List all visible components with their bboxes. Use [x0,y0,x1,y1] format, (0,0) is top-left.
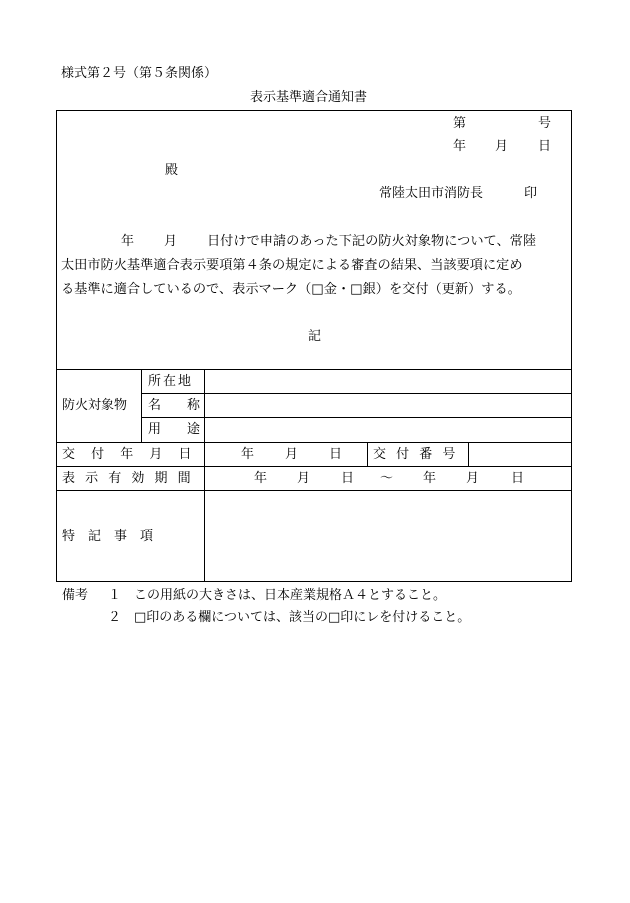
issue-date-hi: 日 [329,447,343,462]
validity-hi-2: 日 [511,471,525,486]
validity-period-label: 表 示 有 効 期 間 [62,471,194,486]
issuer-name: 常陸太田市消防長 [379,186,484,201]
date-hi: 日 [538,139,552,154]
name-field[interactable] [205,394,571,417]
name-label: 名 称 [148,398,201,413]
issue-date-nen: 年 [241,447,255,462]
addressee-suffix: 殿 [165,163,179,178]
seal-mark: 印 [524,186,538,201]
validity-nen-2: 年 [423,471,437,486]
body-line1-text: 日付けで申請のあった下記の防火対象物について、常陸 [207,234,537,249]
location-field[interactable] [205,370,571,393]
validity-tsuki-2: 月 [466,471,480,486]
document-title: 表示基準適合通知書 [250,90,368,105]
issue-date-label: 交 付 年 月 日 [62,447,198,462]
use-field[interactable] [205,418,571,441]
note-1-text: この用紙の大きさは、日本産業規格Ａ４とすること。 [134,588,447,603]
validity-hi-1: 日 [341,471,355,486]
form-frame [56,110,572,582]
issue-number-label: 交 付 番 号 [373,447,459,462]
date-nen: 年 [453,139,467,154]
notes-label: 備考 [62,588,89,603]
body-line1-nen: 年 [121,234,135,249]
date-tsuki: 月 [495,139,509,154]
body-line1-tsuki: 月 [164,234,178,249]
validity-nen-1: 年 [254,471,268,486]
validity-tsuki-1: 月 [297,471,311,486]
use-label: 用 途 [148,422,201,437]
form-number: 様式第２号（第５条関係） [61,66,218,81]
issue-date-tsuki: 月 [285,447,299,462]
ki-heading: 記 [308,329,322,344]
body-line3-text: る基準に適合しているので、表示マーク（□金・□銀）を交付（更新）する。 [61,282,521,297]
body-line2-text: 太田市防火基準適合表示要項第４条の規定による審査の結果、当該要項に定め [61,258,523,273]
fire-target-label: 防火対象物 [62,398,128,413]
location-label: 所在地 [148,374,194,389]
issue-number-field[interactable] [469,443,571,466]
remarks-field[interactable] [205,491,571,581]
number-go: 号 [538,116,552,131]
note-2-text: □印のある欄については、該当の□印にレを付けること。 [134,610,471,625]
remarks-label: 特 記 事 項 [62,529,154,544]
validity-tilde: ～ [380,471,394,486]
note-2-number: ２ [108,610,122,625]
number-dai: 第 [453,116,467,131]
note-1-number: １ [108,588,122,603]
